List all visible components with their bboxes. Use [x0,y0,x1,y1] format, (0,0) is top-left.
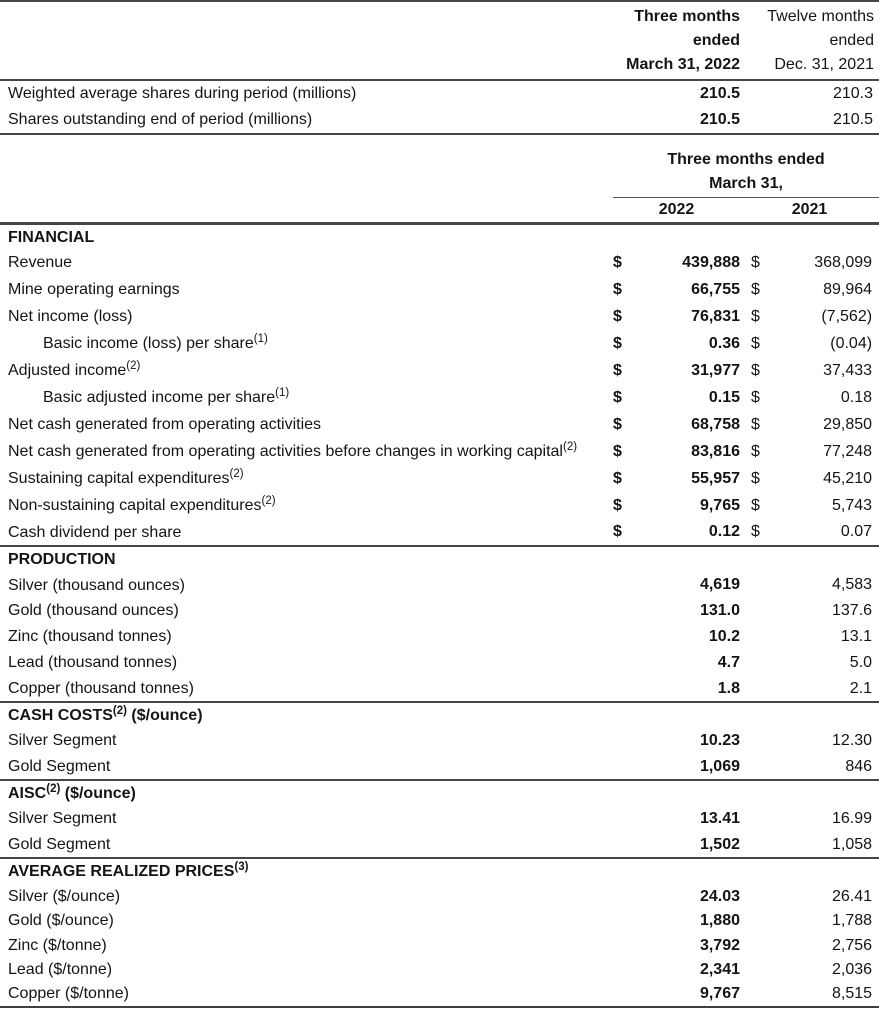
section-title-text: AISC [8,785,47,803]
row-label [0,465,613,492]
value-2021: 1,058 [832,835,873,853]
header-line: ended [692,32,740,49]
header-spacer [0,171,613,197]
currency-2021: $ [751,334,760,352]
value-2021: 89,964 [823,280,873,298]
label-text: Cash dividend per share [8,523,182,541]
row-label [0,933,613,958]
row-label: Shares outstanding end of period (millions) [8,111,313,129]
value-2022: 55,957 [691,469,740,487]
row-label [0,598,613,624]
section-title [0,702,879,728]
value-2021: 5.0 [849,654,873,672]
label-text: Basic adjusted income per share [43,389,276,407]
value-2022: 210.5 [699,85,740,103]
table-row [0,465,879,492]
table-row [0,492,879,519]
value-2021: 5,743 [832,496,873,514]
row-label [0,728,613,754]
currency-2022 [613,909,633,934]
value-2022: 2,341 [699,961,740,979]
footnote-superscript: (1) [253,333,268,346]
currency-2021: $ [751,523,760,541]
currency-2021 [740,909,764,934]
label-text: Gold ($/ounce) [8,912,114,930]
currency-2022 [613,933,633,958]
section-title-suffix: ($/ounce) [60,785,136,803]
row-label [0,357,613,384]
period-header-row [0,171,879,197]
currency-2021 [740,806,764,832]
currency-2021 [740,982,764,1007]
value-2021: 210.3 [832,85,873,103]
value-2021: 1,788 [832,912,873,930]
value-2022: 1,069 [699,757,740,775]
table-row [0,572,879,598]
label-text: Basic income (loss) per share [43,335,254,353]
row-label: Weighted average shares during period (millions) [8,85,357,103]
value-2021: 368,099 [814,253,873,271]
section-title [0,858,879,884]
currency-2021: $ [751,469,760,487]
header-spacer [0,197,613,223]
currency-2021 [740,624,764,650]
label-text: Silver Segment [8,810,117,828]
shares-col-2021-header [740,1,879,80]
row-label [0,676,613,702]
table-row [0,80,879,107]
value-2021: 29,850 [823,415,873,433]
table-row [0,958,879,983]
label-text: Net income (loss) [8,308,133,326]
value-2022: 10.23 [699,732,740,750]
table-row [0,676,879,702]
currency-2022 [613,650,633,676]
header-line: Three months [634,8,740,25]
currency-2022 [613,572,633,598]
value-2022: 10.2 [708,628,740,646]
currency-2022 [613,832,633,858]
footnote-superscript: (3) [234,861,249,874]
value-2021: 8,515 [832,985,873,1003]
value-2022: 13.41 [699,810,740,828]
currency-2022: $ [613,496,622,514]
value-2022: 1,880 [699,912,740,930]
currency-2021: $ [751,442,760,460]
value-2021: 12.30 [832,732,873,750]
row-label [0,754,613,780]
section-header-financial [0,223,879,249]
table-row [0,728,879,754]
label-text: Silver Segment [8,732,117,750]
row-label [0,519,613,546]
currency-2021 [740,676,764,702]
currency-2022: $ [613,307,622,325]
value-2021: 210.5 [832,111,873,129]
row-label [0,572,613,598]
value-2022: 0.36 [708,334,740,352]
footnote-superscript: (2) [126,360,141,373]
table-row [0,411,879,438]
currency-2021: $ [751,253,760,271]
row-label [0,249,613,276]
table-row [0,884,879,909]
shares-header-row [0,1,879,80]
currency-2022: $ [613,334,622,352]
value-2022: 1.8 [717,679,740,697]
table-row [0,624,879,650]
currency-2022 [613,754,633,780]
period-header-row [0,147,879,171]
label-text: Gold (thousand ounces) [8,602,179,620]
footnote-superscript: (2) [261,495,276,508]
row-label [0,303,613,330]
row-label [0,330,613,357]
row-label [0,909,613,934]
currency-2021 [740,598,764,624]
table-row [0,909,879,934]
section-header-cash-costs [0,702,879,728]
section-title [0,223,879,249]
value-2022: 439,888 [682,253,740,271]
currency-2022: $ [613,523,622,541]
currency-2021 [740,728,764,754]
row-label [0,438,613,465]
currency-2021 [740,933,764,958]
table-row [0,276,879,303]
row-label [0,982,613,1007]
footnote-superscript: (1) [275,387,290,400]
table-row [0,384,879,411]
value-2021: 2,036 [832,961,873,979]
currency-2022: $ [613,469,622,487]
currency-2022: $ [613,253,622,271]
currency-2021 [740,650,764,676]
year-2022-header: 2022 [613,197,740,223]
section-title-text: AVERAGE REALIZED PRICES [8,863,235,881]
header-line: ended [829,32,874,49]
value-2021: 0.18 [840,388,873,406]
label-text: Gold Segment [8,835,111,853]
period-header-line2: March 31, [613,171,879,197]
label-text: Net cash generated from operating activities before changes in working capital [8,443,563,461]
currency-2021: $ [751,280,760,298]
value-2022: 9,767 [699,985,740,1003]
currency-2022 [613,728,633,754]
table-row [0,303,879,330]
currency-2021 [740,884,764,909]
value-2022: 31,977 [691,361,740,379]
currency-2022: $ [613,415,622,433]
section-header-production [0,546,879,572]
row-label [0,832,613,858]
currency-2022 [613,598,633,624]
value-2022: 68,758 [691,415,740,433]
label-text: Copper ($/tonne) [8,985,129,1003]
currency-2022: $ [613,361,622,379]
currency-2021: $ [751,307,760,325]
shares-header-spacer [0,1,588,80]
value-2021: 137.6 [832,602,873,620]
section-title-suffix: ($/ounce) [126,707,203,725]
year-header-row [0,197,879,223]
currency-2022 [613,806,633,832]
label-text: Lead ($/tonne) [8,961,113,979]
value-2021: 37,433 [823,361,873,379]
currency-2022 [613,624,633,650]
label-text: Silver (thousand ounces) [8,576,185,594]
quarterly-summary-table [0,147,879,1008]
value-2021: 13.1 [840,628,873,646]
header-line: Twelve months [767,8,874,25]
value-2021: 26.41 [832,887,873,905]
currency-2021: $ [751,388,760,406]
label-text: Non-sustaining capital expenditures [8,497,262,515]
row-label [0,806,613,832]
label-text: Gold Segment [8,757,111,775]
header-spacer [0,147,613,171]
currency-2022 [613,958,633,983]
row-label [0,958,613,983]
label-text: Zinc (thousand tonnes) [8,628,172,646]
value-2021: 4,583 [832,576,873,594]
currency-2021 [740,754,764,780]
label-text: Silver ($/ounce) [8,887,121,905]
table-row [0,598,879,624]
row-label [0,276,613,303]
currency-2022 [613,676,633,702]
table-row [0,438,879,465]
label-text: Lead (thousand tonnes) [8,654,178,672]
header-line: Dec. 31, 2021 [774,56,874,73]
value-2021: (7,562) [821,307,873,325]
period-header-line1: Three months ended [667,151,825,169]
row-label [0,624,613,650]
table-row [0,330,879,357]
value-2022: 9,765 [699,496,740,514]
label-text: Copper (thousand tonnes) [8,679,194,697]
label-text: Revenue [8,254,73,272]
label-text: Net cash generated from operating activities [8,416,322,434]
currency-2022: $ [613,442,622,460]
value-2022: 0.12 [708,523,740,541]
currency-2021: $ [751,361,760,379]
currency-2021: $ [751,496,760,514]
table-row [0,107,879,134]
row-label [0,411,613,438]
currency-2021 [740,572,764,598]
value-2022: 4,619 [699,576,740,594]
value-2022: 66,755 [691,280,740,298]
section-title [0,546,879,572]
table-row [0,650,879,676]
table-row [0,754,879,780]
currency-2022 [613,884,633,909]
value-2021: 2.1 [849,679,873,697]
label-text: Sustaining capital expenditures [8,470,230,488]
value-2022: 76,831 [691,307,740,325]
value-2022: 4.7 [717,654,740,672]
footnote-superscript: (2) [562,441,578,454]
table-row [0,357,879,384]
shares-table [0,0,879,135]
footnote-superscript: (2) [112,705,127,718]
value-2021: 45,210 [823,469,873,487]
currency-2021 [740,958,764,983]
currency-2022 [613,982,633,1007]
header-line: March 31, 2022 [626,56,740,73]
table-row [0,982,879,1007]
table-spacer [0,135,879,147]
currency-2021 [740,832,764,858]
currency-2022: $ [613,280,622,298]
value-2022: 24.03 [699,887,740,905]
section-header-aisc [0,780,879,806]
row-label [0,384,613,411]
value-2021: 16.99 [832,810,873,828]
footnote-superscript: (2) [46,783,61,796]
footnote-superscript: (2) [229,468,244,481]
currency-2021: $ [751,415,760,433]
row-label [0,492,613,519]
currency-2022: $ [613,388,622,406]
value-2022: 3,792 [699,936,740,954]
value-2021: 2,756 [832,936,873,954]
section-header-average-realized-prices [0,858,879,884]
value-2021: 846 [845,757,873,775]
value-2022: 0.15 [708,388,740,406]
shares-col-2022-header [588,1,740,80]
table-row [0,519,879,546]
section-title-text: PRODUCTION [8,551,116,569]
value-2021: 0.07 [840,523,873,541]
row-label [0,650,613,676]
label-text: Adjusted income [8,362,127,380]
value-2021: (0.04) [830,334,873,352]
label-text: Mine operating earnings [8,281,180,299]
section-title-text: FINANCIAL [8,228,95,246]
table-row [0,832,879,858]
table-row [0,249,879,276]
value-2022: 131.0 [699,602,740,620]
label-text: Zinc ($/tonne) [8,936,107,954]
value-2021: 77,248 [823,442,873,460]
value-2022: 83,816 [691,442,740,460]
section-title-text: CASH COSTS [8,707,113,725]
table-row [0,933,879,958]
year-2021-header: 2021 [740,197,879,223]
section-title [0,780,879,806]
value-2022: 1,502 [699,835,740,853]
table-row [0,806,879,832]
row-label [0,884,613,909]
value-2022: 210.5 [699,111,740,129]
